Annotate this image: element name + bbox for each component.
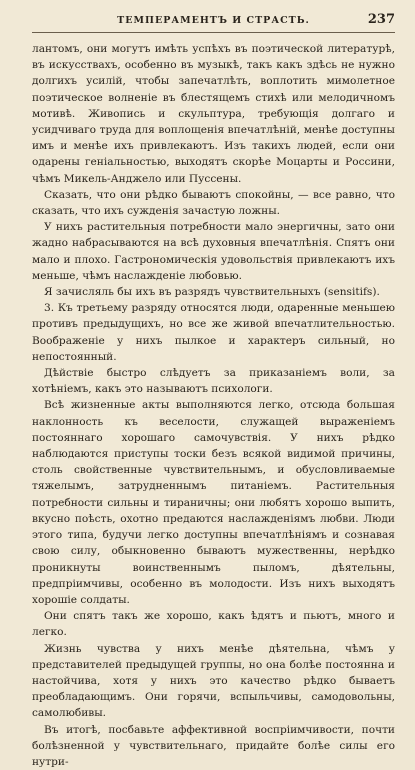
paragraph: Дѣйствіе быстро слѣдуетъ за приказаніемъ воли, за хотѣніемъ, какъ это называютъ психологи. [32, 367, 395, 396]
paragraph: У нихъ растительныя потребности мало энергичны, зато они жадно набрасываются на всѣ духовныя впечатлѣнія. Спятъ они мало и плохо. Гастрономическія удовольствія привлекаютъ ихъ меньше, чѣмъ наслажденіе любовью. [32, 221, 395, 282]
running-title: ТЕМПЕРАМЕНТЪ И СТРАСТЬ. [117, 15, 310, 26]
page-number: 237 [367, 12, 395, 27]
paragraph: Сказать, что они рѣдко бываютъ спокойны, — все равно, что сказать, что ихъ сужденія зачастую ложны. [32, 188, 395, 218]
paragraph: лантомъ, они могутъ имѣть успѣхъ въ поэтической литературѣ, въ искусствахъ, особенно въ музыкѣ, такъ какъ здѣсь не нужно долгихъ усилій, чтобы запечатлѣть, воплотить мимолетное поэтическое волненіе въ блестящемъ стихѣ или мелодичномъ мотивѣ. Живопись и скульптура, требующія долгаго и усидчиваго труда для воплощенія впечатлѣній, менѣе доступны имъ и менѣе ихъ привлекаютъ. Изъ такихъ людей, если они одарены геніальностью, выходятъ скорѣе Моцарты и Россини, чѣмъ Микель-Анджело или Пуссены. [32, 43, 395, 185]
paragraph: 3. Къ третьему разряду относятся люди, одаренные меньшею противъ предыдущихъ, но все же живой впечатлительностью. Воображеніе у нихъ пылкое и характеръ сильный, но непостоянный. [32, 302, 395, 363]
body-text [32, 41, 395, 770]
paragraph: Жизнь чувства у нихъ менѣе дѣятельна, чѣмъ у представителей предыдущей группы, но она болѣе постоянна и настойчива, хотя у нихъ это качество рѣдко бываетъ преобладающимъ. Они горячи, вспыльчивы, самодовольны, самолюбивы. [32, 642, 395, 720]
paragraph: Всѣ жизненные акты выполняются легко, отсюда большая наклонность къ веселости, служащей выраженіемъ постояннаго хорошаго самочувствія. У нихъ рѣдко наблюдаются приступы тоски безъ всякой видимой причины, столь свойственные чувствительнымъ, и обусловливаемые тяжелымъ, затрудненнымъ питаніемъ. Растительныя потребности сильны и тираничны; они любятъ хорошо выпить, вкусно поѣсть, охотно предаются наслажденіямъ любви. Люди этого типа, будучи легко доступны впечатлѣніямъ и сознавая свою силу, обыкновенно бываютъ мужественны, нерѣдко проникнуты воинственнымъ пыломъ, дѣятельны, предпріимчивы, особенно въ молодости. Изъ нихъ выходятъ хорошіе солдаты. [32, 399, 395, 606]
page-header [32, 12, 395, 33]
paragraph: Въ итогѣ, посбавьте аффективной воспріимчивости, почти болѣзненной у чувствительнаго, придайте болѣе силы его нутри- [32, 723, 395, 768]
paragraph: Они спятъ такъ же хорошо, какъ ѣдятъ и пьютъ, много и легко. [32, 610, 395, 639]
paragraph: Я зачисляль бы ихъ въ разрядъ чувствительныхъ (sensitifs). [44, 286, 380, 299]
